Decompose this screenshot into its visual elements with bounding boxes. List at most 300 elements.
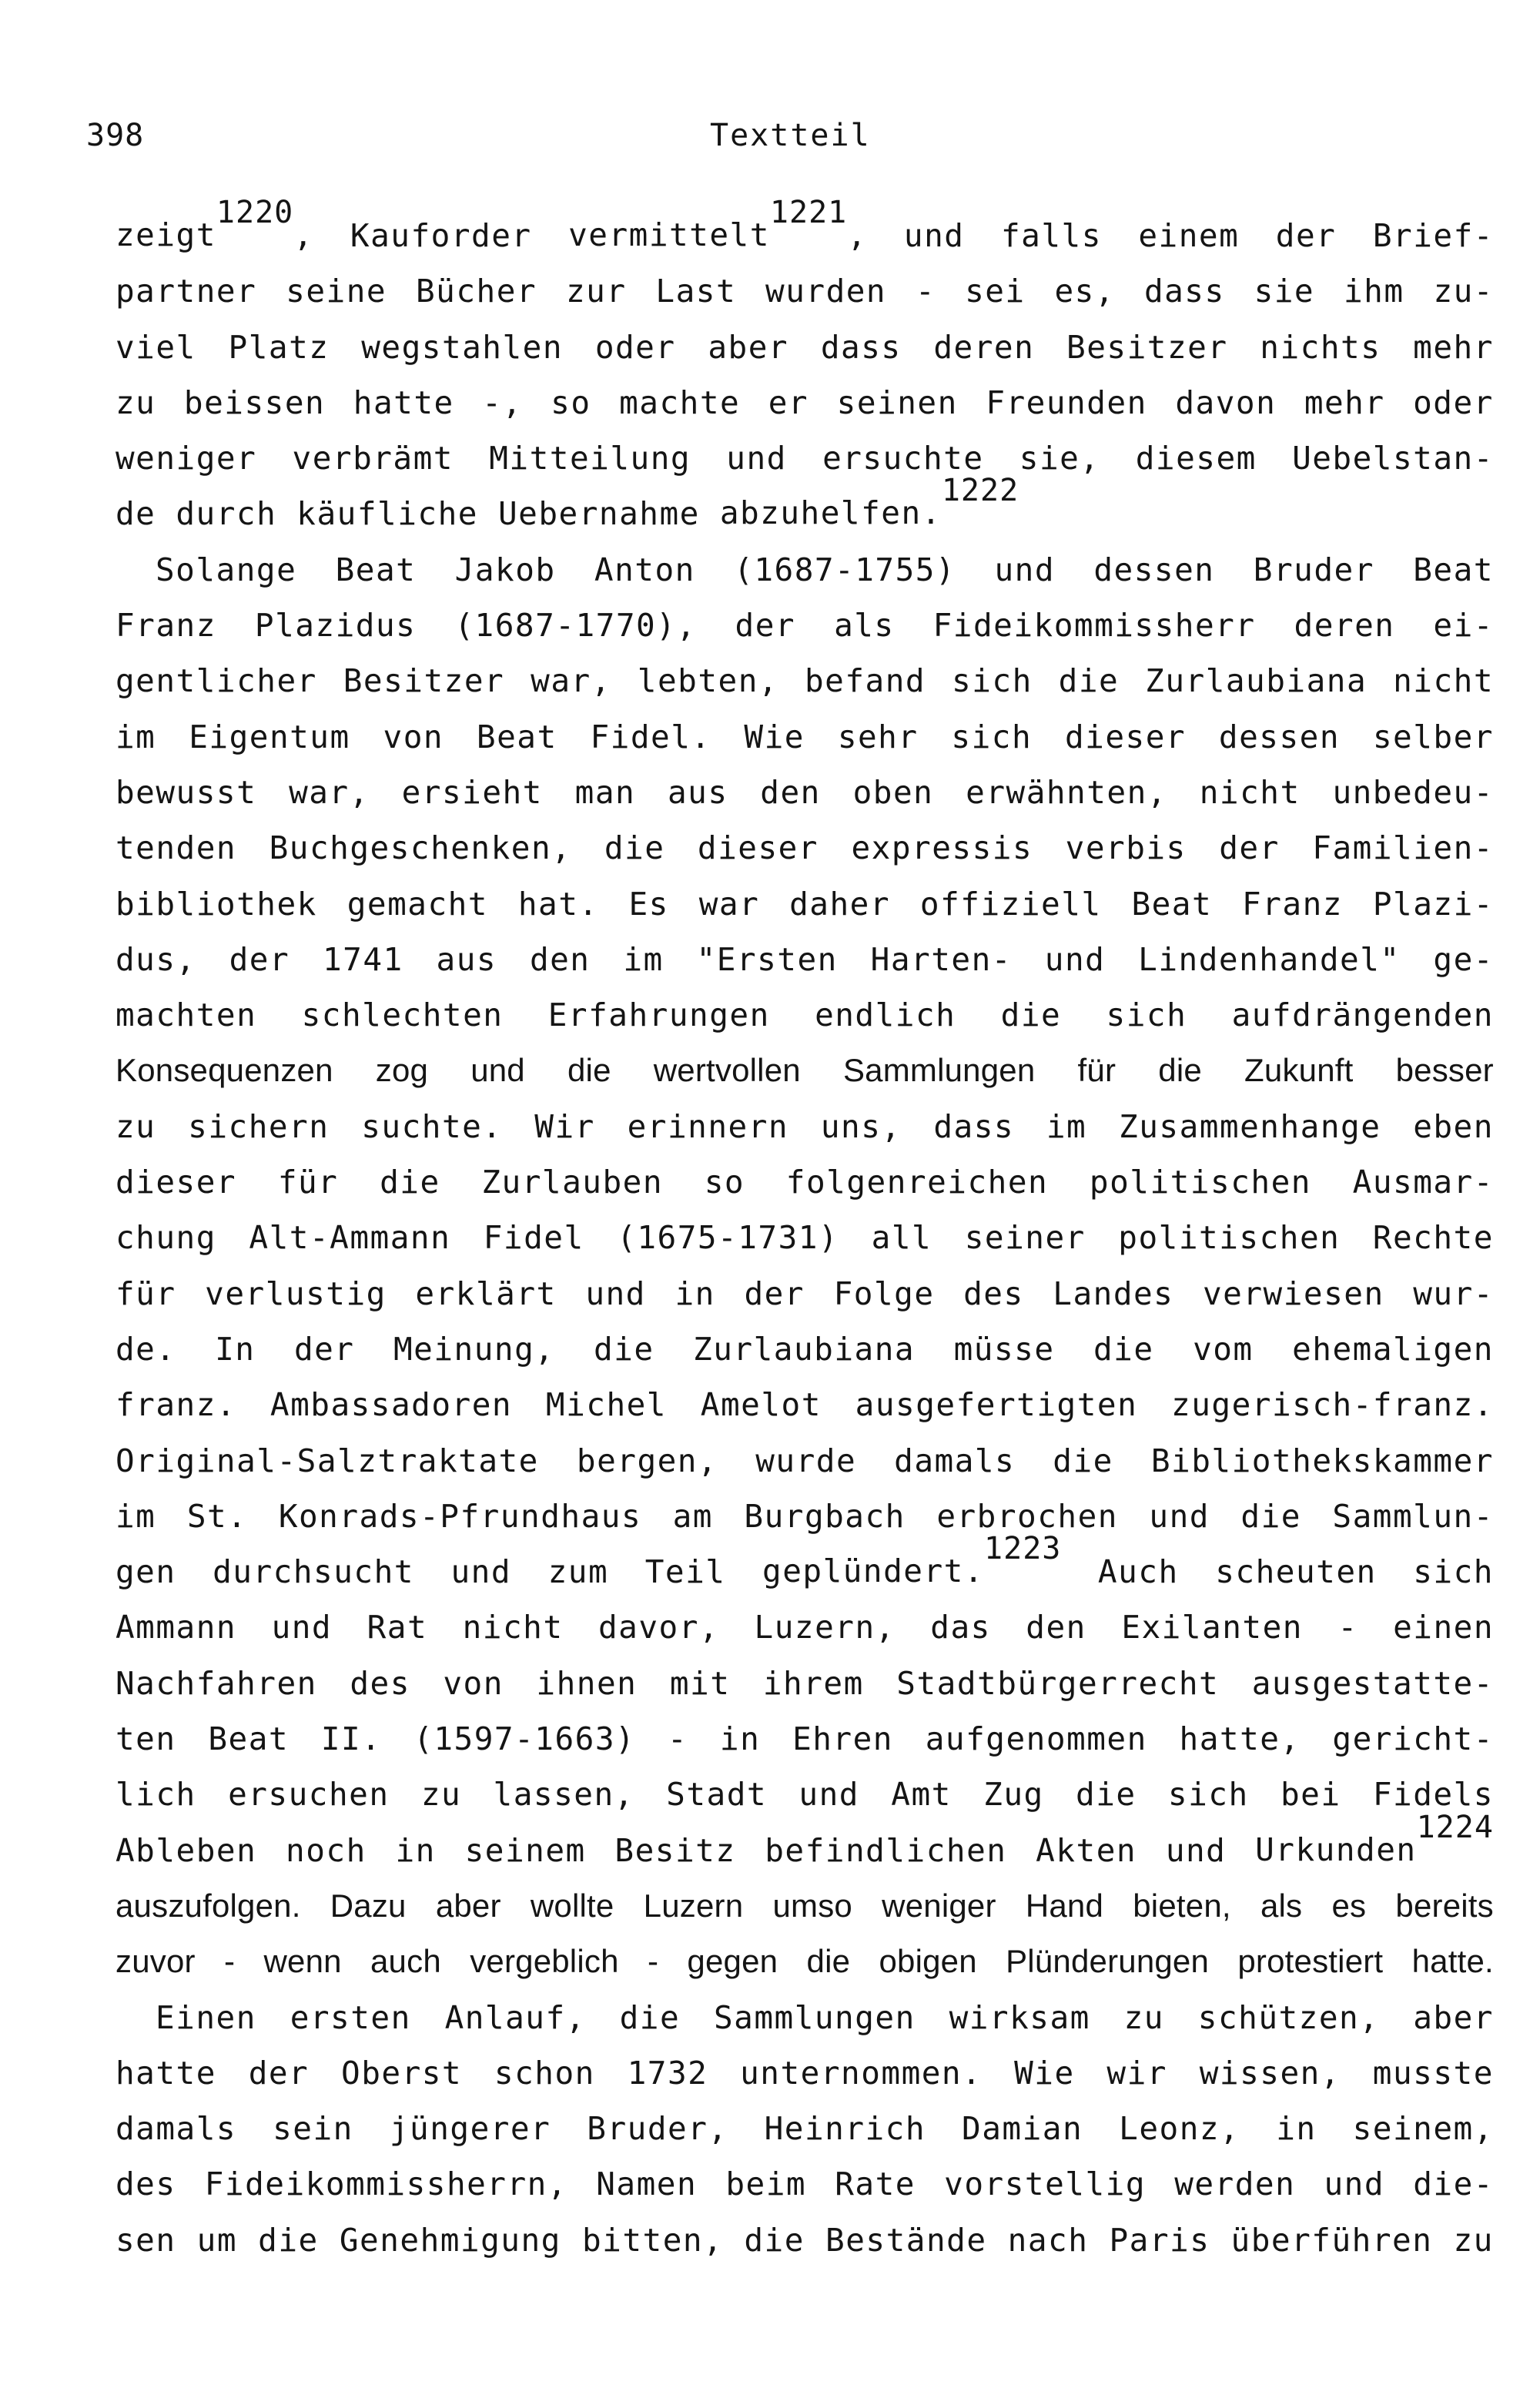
word: Platz xyxy=(228,328,330,366)
word: ersten xyxy=(290,1998,411,2036)
word: Meinung, xyxy=(393,1330,555,1368)
word: hatte xyxy=(116,2054,216,2092)
word: erbrochen xyxy=(936,1497,1118,1535)
word: die xyxy=(806,1943,851,1980)
word: die xyxy=(1000,997,1062,1034)
word: ten xyxy=(116,1720,176,1758)
word: Sammlungen xyxy=(842,1052,1036,1089)
word: damals xyxy=(116,2110,237,2148)
word: nichts xyxy=(1260,328,1381,366)
word: dieser xyxy=(116,1164,237,1201)
word: zur xyxy=(565,273,627,310)
word: Konsequenzen xyxy=(116,1052,333,1089)
word: auszufolgen. xyxy=(116,1887,301,1924)
word: zu xyxy=(1123,1998,1164,2036)
word: abzuhelfen.1222 xyxy=(719,473,1019,532)
word: es xyxy=(1331,1887,1367,1924)
word: - xyxy=(667,1720,688,1758)
text-line xyxy=(116,1599,1494,1655)
word: nicht xyxy=(1393,662,1494,700)
word: mehr xyxy=(1304,384,1385,421)
word: wissen, xyxy=(1199,2054,1341,2092)
text-line xyxy=(116,473,1494,541)
word: die xyxy=(1076,1776,1137,1814)
word: wurden xyxy=(765,273,887,310)
text-line xyxy=(116,2045,1494,2101)
text-line xyxy=(116,1531,1494,1599)
word: Ableben xyxy=(116,1831,257,1869)
word: Bibliothekskammer xyxy=(1150,1442,1494,1479)
word: Zukunft xyxy=(1244,1052,1354,1089)
word: Fideikommissherr xyxy=(932,607,1256,645)
word: Wir xyxy=(534,1107,595,1145)
word: Kauforder xyxy=(350,217,532,254)
word: überführen xyxy=(1230,2221,1433,2259)
text-line xyxy=(116,2156,1494,2212)
word: Zusammenhange xyxy=(1119,1107,1381,1145)
word: die xyxy=(604,829,665,867)
word: im xyxy=(1046,1107,1087,1145)
word: zeigt1220, xyxy=(116,195,314,253)
word: dass xyxy=(1143,273,1225,310)
word: deren xyxy=(1294,607,1395,645)
word: gericht- xyxy=(1332,1720,1494,1758)
word: Zug xyxy=(983,1776,1044,1814)
text-line xyxy=(116,765,1494,820)
word: Wie xyxy=(744,718,805,755)
word: auch xyxy=(370,1943,441,1980)
text-line xyxy=(116,1489,1494,1544)
word: werden xyxy=(1174,2166,1296,2203)
word: sehr xyxy=(837,718,919,755)
word: oben xyxy=(852,773,934,811)
word: noch xyxy=(286,1831,367,1869)
word: Wie xyxy=(1014,2054,1075,2092)
word: beissen xyxy=(183,384,326,421)
word: machte xyxy=(619,384,741,421)
word: Fidels xyxy=(1372,1776,1494,1814)
word: so xyxy=(551,384,591,421)
word: und xyxy=(1165,1831,1227,1869)
word: sie, xyxy=(1019,440,1100,477)
word: St. xyxy=(186,1497,248,1535)
word: Damian xyxy=(962,2110,1083,2148)
text-line xyxy=(116,1934,1494,1989)
word: suchte. xyxy=(361,1107,503,1145)
text-line xyxy=(116,1321,1494,1377)
word: nach xyxy=(1007,2221,1089,2259)
word: einem xyxy=(1138,217,1240,254)
word: die xyxy=(593,1330,654,1368)
word: Mitteilung xyxy=(489,440,691,477)
word: Rechte xyxy=(1372,1219,1494,1257)
word: oder xyxy=(1413,384,1494,421)
word: vergeblich xyxy=(470,1943,619,1980)
word: ihrem xyxy=(762,1664,864,1702)
word: sichern xyxy=(188,1107,330,1145)
word: wegstahlen xyxy=(361,328,564,366)
word: und xyxy=(470,1052,525,1089)
word: der xyxy=(1219,829,1280,867)
word: zu xyxy=(420,1776,462,1814)
word: war, xyxy=(531,662,611,700)
word: es, xyxy=(1054,273,1116,310)
text-line xyxy=(116,1433,1494,1489)
word: die xyxy=(380,1164,440,1201)
word: sich xyxy=(952,662,1033,700)
word: in xyxy=(395,1831,436,1869)
word: um xyxy=(196,2221,238,2259)
word: die xyxy=(1053,1442,1113,1479)
text-line xyxy=(116,653,1494,708)
word: erwähnten, xyxy=(966,773,1167,811)
word: Zurlaubiana xyxy=(693,1330,916,1368)
word: und xyxy=(1149,1497,1210,1535)
word: den xyxy=(1026,1609,1086,1646)
word: lassen, xyxy=(493,1776,634,1814)
word: und xyxy=(903,217,965,254)
word: die xyxy=(1093,1330,1154,1368)
text-line xyxy=(116,430,1494,486)
word: wirksam xyxy=(949,1998,1090,2036)
word: der xyxy=(1275,217,1337,254)
word: Fidel xyxy=(483,1219,584,1257)
word: durch xyxy=(176,495,277,533)
text-line xyxy=(116,709,1494,765)
text-line xyxy=(116,2212,1494,2268)
word: im xyxy=(116,1497,156,1535)
word: expressis xyxy=(851,829,1033,867)
word: dass xyxy=(933,1107,1015,1145)
word: Ambassadoren xyxy=(270,1386,513,1424)
word: Rate xyxy=(835,2166,916,2203)
text-line xyxy=(116,320,1494,375)
word: der xyxy=(248,2054,310,2092)
word: schlechten xyxy=(301,997,504,1034)
word: - xyxy=(224,1943,236,1980)
word: Brief- xyxy=(1372,217,1494,254)
word: tenden xyxy=(116,829,237,867)
word: ersuchte xyxy=(822,440,984,477)
word: als xyxy=(834,607,895,645)
word: 1741 xyxy=(322,940,403,978)
word: und xyxy=(1044,940,1106,978)
word: scheuten xyxy=(1215,1553,1377,1591)
word: schützen, xyxy=(1197,1998,1380,2036)
word: Franz xyxy=(116,607,216,645)
word: endlich xyxy=(815,997,956,1034)
word: Luzern xyxy=(643,1887,744,1924)
word: Amelot xyxy=(700,1386,822,1424)
word: nicht xyxy=(462,1609,564,1646)
word: hatte xyxy=(353,384,454,421)
text-line xyxy=(116,1099,1494,1154)
word: bereits xyxy=(1395,1887,1494,1924)
word: Bücher xyxy=(415,273,537,310)
word: lebten, xyxy=(637,662,779,700)
word: (1687-1755) xyxy=(734,551,956,588)
word: bei xyxy=(1280,1776,1341,1814)
word: im xyxy=(623,940,664,978)
word: Plazi- xyxy=(1372,885,1494,923)
word: oder xyxy=(594,328,676,366)
word: Stadtbürgerrecht xyxy=(896,1664,1220,1702)
text-line xyxy=(116,1809,1494,1878)
word: verlustig xyxy=(205,1275,387,1312)
word: besser xyxy=(1395,1052,1494,1089)
footnote-marker: 1223 xyxy=(984,1531,1062,1567)
word: Heinrich xyxy=(764,2110,926,2148)
word: daher xyxy=(789,885,891,923)
word: befindlichen xyxy=(765,1831,1007,1869)
word: Bruder, xyxy=(587,2110,728,2148)
word: im xyxy=(116,718,156,755)
word: Teil xyxy=(644,1553,726,1591)
word: sie xyxy=(1254,273,1315,310)
word: mehr xyxy=(1413,328,1494,366)
word: er xyxy=(768,384,809,421)
word: weniger xyxy=(882,1887,996,1924)
word: Nachfahren xyxy=(116,1664,317,1702)
word: von xyxy=(383,718,444,755)
word: Burgbach xyxy=(744,1497,906,1535)
word: zu xyxy=(1453,2221,1494,2259)
word: der xyxy=(735,607,796,645)
word: wollte xyxy=(530,1887,614,1924)
word: Bestände xyxy=(825,2221,987,2259)
word: verbrämt xyxy=(292,440,454,477)
word: sich xyxy=(951,718,1033,755)
text-line xyxy=(116,263,1494,319)
word: die xyxy=(1240,1497,1301,1535)
text-line xyxy=(116,598,1494,653)
word: Erfahrungen xyxy=(547,997,770,1034)
word: 1732 xyxy=(627,2054,708,2092)
word: Franz xyxy=(1242,885,1343,923)
word: damals xyxy=(894,1442,1016,1479)
body-text xyxy=(116,195,1494,2268)
word: in xyxy=(675,1275,715,1312)
word: und xyxy=(1324,2166,1385,2203)
word: sich xyxy=(1106,997,1187,1034)
word: erklärt xyxy=(415,1275,557,1312)
word: geplündert.1223 xyxy=(762,1531,1062,1590)
word: aber xyxy=(435,1887,501,1924)
word: und xyxy=(798,1776,859,1814)
word: vom xyxy=(1193,1330,1254,1368)
word: aus xyxy=(667,773,728,811)
text-line xyxy=(116,1154,1494,1210)
word: seine xyxy=(286,273,387,310)
word: für xyxy=(116,1275,176,1312)
text-line xyxy=(116,1656,1494,1711)
word: protestiert xyxy=(1237,1943,1384,1980)
word: sein xyxy=(273,2110,353,2148)
word: (1597-1663) xyxy=(413,1720,636,1758)
word: verwiesen xyxy=(1202,1275,1384,1312)
word: weniger xyxy=(116,440,257,477)
word: franz. xyxy=(116,1386,237,1424)
word: (1675-1731) xyxy=(617,1219,839,1257)
word: die xyxy=(619,1998,681,2036)
footnote-marker: 1222 xyxy=(941,473,1019,509)
word: Urkunden1224 xyxy=(1255,1809,1494,1868)
word: Harten- xyxy=(870,940,1012,978)
text-line xyxy=(116,820,1494,876)
page-number: 398 xyxy=(86,118,145,153)
word: Last xyxy=(655,273,737,310)
footnote-marker: 1224 xyxy=(1416,1809,1494,1845)
word: in xyxy=(1276,2110,1317,2148)
word: bergen, xyxy=(576,1442,718,1479)
word: durchsucht xyxy=(213,1553,414,1591)
word: von xyxy=(443,1664,504,1702)
word: Besitzer xyxy=(1066,328,1228,366)
word: war, xyxy=(289,773,370,811)
text-line xyxy=(116,1878,1494,1934)
word: die xyxy=(258,2221,319,2259)
word: Beat xyxy=(1131,885,1213,923)
word: ausgefertigten xyxy=(855,1386,1138,1424)
word: Zurlaubiana xyxy=(1145,662,1368,700)
word: de. xyxy=(116,1330,176,1368)
word: Paris xyxy=(1109,2221,1210,2259)
word: Landes xyxy=(1053,1275,1174,1312)
word: zuvor xyxy=(116,1943,196,1980)
word: hatte, xyxy=(1179,1720,1301,1758)
word: für xyxy=(1077,1052,1116,1089)
word: Ammann xyxy=(116,1609,237,1646)
word: Jakob xyxy=(454,551,556,588)
word: den xyxy=(760,773,821,811)
text-line xyxy=(116,1711,1494,1767)
word: nicht xyxy=(1199,773,1301,811)
word: befand xyxy=(805,662,926,700)
word: und xyxy=(994,551,1056,588)
word: (1687-1770), xyxy=(454,607,697,645)
word: der xyxy=(293,1330,355,1368)
word: davon xyxy=(1175,384,1277,421)
word: ehemaligen xyxy=(1292,1330,1494,1368)
word: uns, xyxy=(820,1107,902,1145)
word: ersuchen xyxy=(228,1776,390,1814)
word: davor, xyxy=(598,1609,720,1646)
word: machten xyxy=(116,997,257,1034)
word: wenn xyxy=(263,1943,342,1980)
word: Luzern, xyxy=(754,1609,896,1646)
word: Besitz xyxy=(614,1831,736,1869)
word: Folge xyxy=(833,1275,935,1312)
word: Anton xyxy=(594,551,695,588)
word: sich xyxy=(1413,1553,1494,1591)
word: gemacht xyxy=(346,885,488,923)
word: gegen xyxy=(687,1943,778,1980)
word: Leonz, xyxy=(1119,2110,1240,2148)
word: für xyxy=(277,1164,339,1201)
text-line xyxy=(116,1266,1494,1321)
word: "Ersten xyxy=(696,940,838,978)
word: und xyxy=(726,440,787,477)
word: bewusst xyxy=(116,773,257,811)
word: so xyxy=(704,1164,745,1201)
word: war xyxy=(698,885,760,923)
word: bibliothek xyxy=(116,885,317,923)
word: Besitzer xyxy=(343,662,505,700)
word: lich xyxy=(116,1776,196,1814)
word: ge- xyxy=(1433,940,1494,978)
word: wurde xyxy=(755,1442,857,1479)
word: falls xyxy=(1000,217,1102,254)
word: Es xyxy=(628,885,669,923)
text-line xyxy=(116,1210,1494,1265)
word: - xyxy=(1337,1609,1358,1646)
word: all xyxy=(871,1219,932,1257)
word: aufdrängenden xyxy=(1231,997,1494,1034)
word: ersieht xyxy=(401,773,543,811)
word: seinem, xyxy=(1352,2110,1494,2148)
word: Lindenhandel" xyxy=(1138,940,1401,978)
word: man xyxy=(574,773,636,811)
word: ihnen xyxy=(536,1664,638,1702)
text-line xyxy=(116,375,1494,430)
word: sen xyxy=(116,2221,176,2259)
word: zugerisch-franz. xyxy=(1171,1386,1494,1424)
word: seiner xyxy=(964,1219,1086,1257)
word: erinnern xyxy=(627,1107,789,1145)
word: aus xyxy=(436,940,497,978)
word: dass xyxy=(820,328,902,366)
word: deren xyxy=(933,328,1035,366)
word: zu- xyxy=(1433,273,1494,310)
word: Solange xyxy=(156,551,297,588)
word: zu xyxy=(116,1107,156,1145)
word: unbedeu- xyxy=(1332,773,1494,811)
word: seinen xyxy=(836,384,958,421)
word: als xyxy=(1260,1887,1303,1924)
word: In xyxy=(215,1330,256,1368)
word: selber xyxy=(1372,718,1494,755)
word: Auch xyxy=(1097,1553,1179,1591)
word: gentlicher xyxy=(116,662,317,700)
word: ihm xyxy=(1344,273,1404,310)
word: und xyxy=(585,1275,646,1312)
word: Exilanten xyxy=(1121,1609,1303,1646)
word: aber xyxy=(708,328,789,366)
word: verbis xyxy=(1065,829,1187,867)
footnote-marker: 1221 xyxy=(769,195,848,230)
word: partner xyxy=(116,273,257,310)
word: Oberst xyxy=(341,2054,463,2092)
word: Buchgeschenken, xyxy=(269,829,572,867)
word: dieser xyxy=(697,829,819,867)
word: Anlauf, xyxy=(444,1998,586,2036)
word: die xyxy=(1058,662,1120,700)
word: schon xyxy=(494,2054,595,2092)
word: Amt xyxy=(891,1776,952,1814)
word: des xyxy=(350,1664,410,1702)
word: Michel xyxy=(545,1386,667,1424)
word: Beat xyxy=(208,1720,290,1758)
word: viel xyxy=(116,328,196,366)
word: dessen xyxy=(1218,718,1341,755)
word: und xyxy=(271,1609,333,1646)
word: die xyxy=(1158,1052,1202,1089)
word: vorstellig xyxy=(944,2166,1147,2203)
text-line xyxy=(116,1767,1494,1822)
text-line xyxy=(116,1377,1494,1432)
word: mit xyxy=(669,1664,731,1702)
text-line xyxy=(116,1043,1494,1098)
